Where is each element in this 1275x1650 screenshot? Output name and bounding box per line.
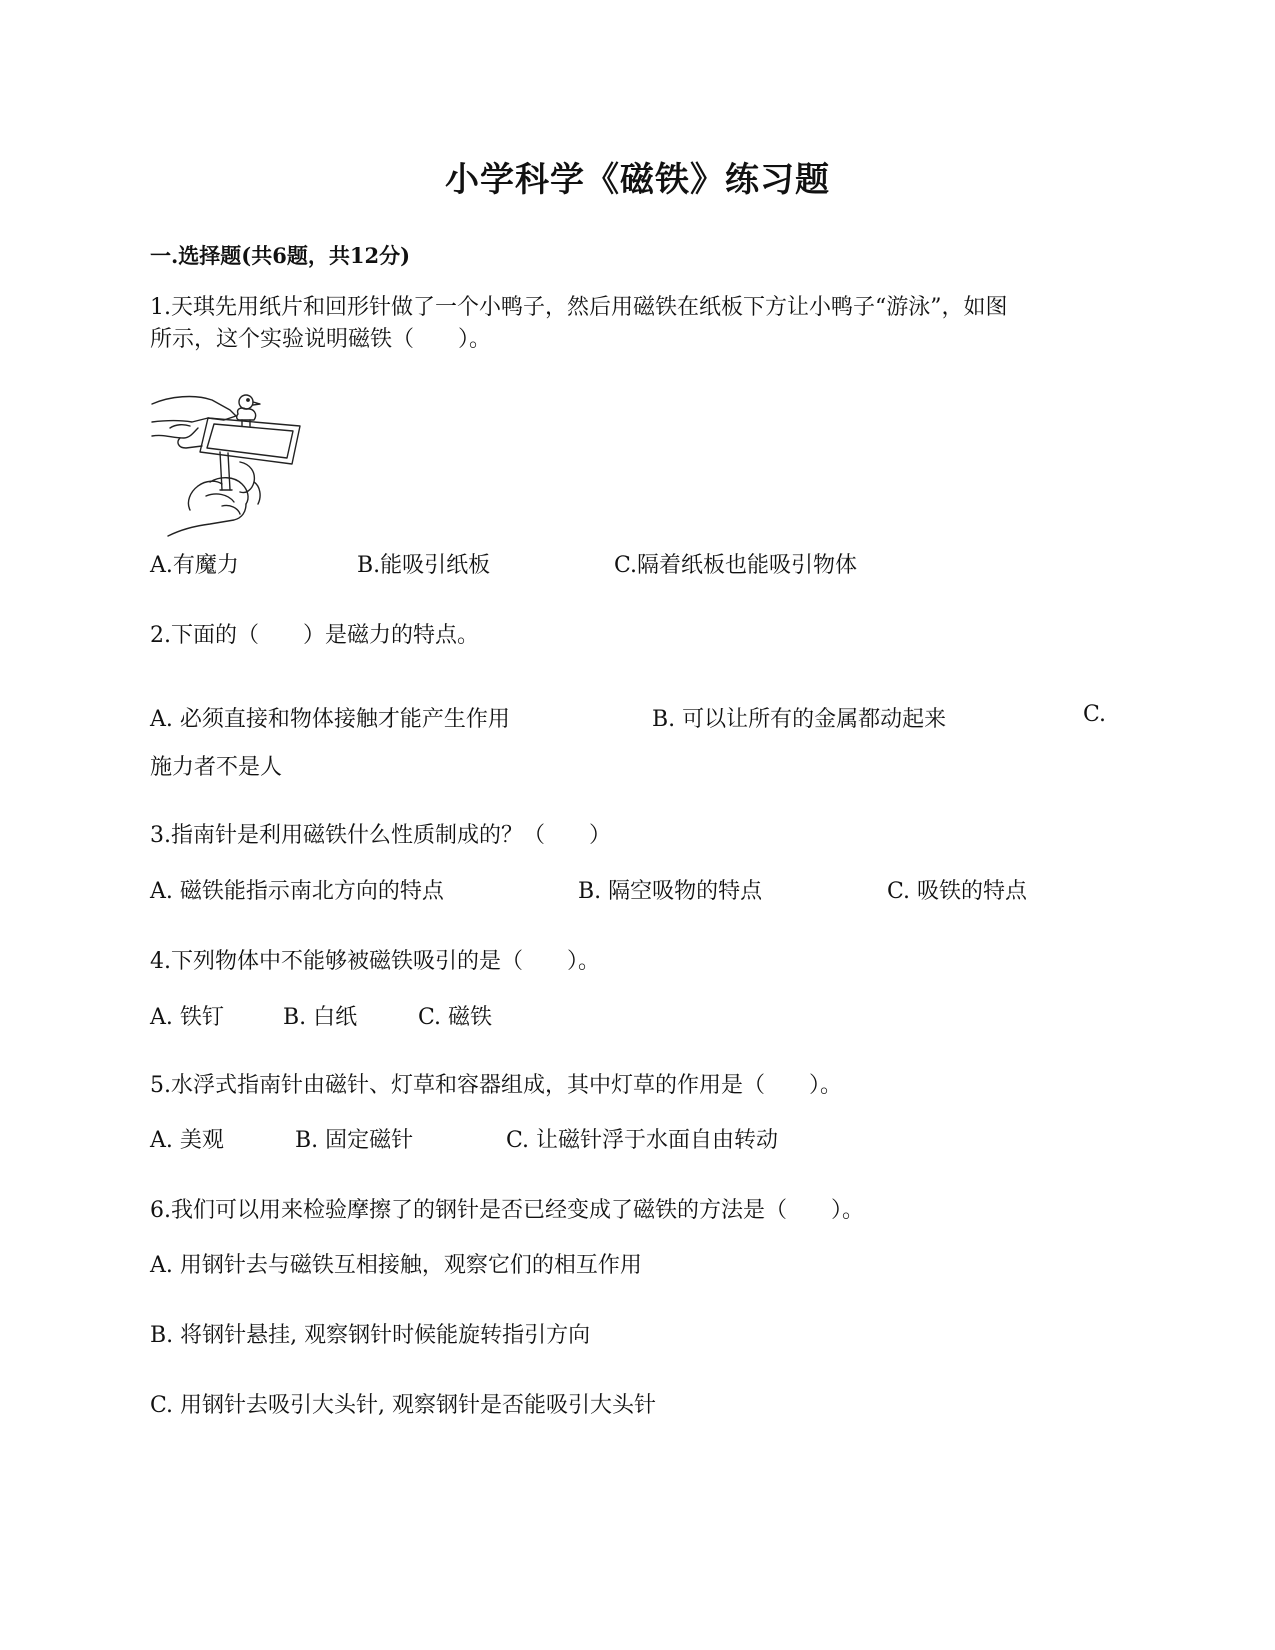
question-3-stem: 3.指南针是利用磁铁什么性质制成的？（ ）: [150, 823, 611, 848]
question-3-option-c: C. 吸铁的特点: [887, 879, 1028, 904]
question-1-option-a: A.有魔力: [150, 553, 239, 578]
question-5-stem: 5.水浮式指南针由磁针、灯草和容器组成，其中灯草的作用是（ ）。: [150, 1073, 842, 1098]
question-1-option-c: C.隔着纸板也能吸引物体: [614, 553, 858, 578]
hand-magnet-duck-illustration: [150, 392, 320, 537]
question-2-option-b: B. 可以让所有的金属都动起来: [652, 707, 947, 732]
question-2-option-a: A. 必须直接和物体接触才能产生作用: [150, 707, 510, 732]
question-2-option-c: C.: [1083, 702, 1107, 727]
question-3-option-a: A. 磁铁能指示南北方向的特点: [150, 879, 444, 904]
question-6-stem: 6.我们可以用来检验摩擦了的钢针是否已经变成了磁铁的方法是（ ）。: [150, 1198, 864, 1223]
question-2-stem: 2.下面的（ ）是磁力的特点。: [150, 623, 479, 648]
question-4-option-b: B. 白纸: [283, 1005, 358, 1030]
question-4-stem: 4.下列物体中不能够被磁铁吸引的是（ ）。: [150, 949, 600, 974]
question-6-option-a: A. 用钢针去与磁铁互相接触，观察它们的相互作用: [150, 1253, 642, 1278]
question-1-stem-line1: 1.天琪先用纸片和回形针做了一个小鸭子，然后用磁铁在纸板下方让小鸭子“游泳”，如图: [150, 295, 1008, 320]
question-1-stem-line2: 所示，这个实验说明磁铁（ ）。: [150, 327, 492, 352]
question-5-option-c: C. 让磁针浮于水面自由转动: [506, 1128, 779, 1153]
question-5-option-a: A. 美观: [150, 1128, 224, 1153]
page-title: 小学科学《磁铁》练习题: [445, 160, 830, 200]
question-1-option-b: B.能吸引纸板: [357, 553, 491, 578]
question-6-option-b: B. 将钢针悬挂, 观察钢针时候能旋转指引方向: [150, 1323, 591, 1348]
question-3-option-b: B. 隔空吸物的特点: [578, 879, 763, 904]
question-2-option-c-text: 施力者不是人: [150, 755, 283, 780]
question-6-option-c: C. 用钢针去吸引大头针, 观察钢针是否能吸引大头针: [150, 1393, 657, 1418]
question-4-option-a: A. 铁钉: [150, 1005, 224, 1030]
question-4-option-c: C. 磁铁: [418, 1005, 493, 1030]
section-heading: 一.选择题(共6题，共12分): [150, 243, 411, 268]
question-5-option-b: B. 固定磁针: [295, 1128, 414, 1153]
